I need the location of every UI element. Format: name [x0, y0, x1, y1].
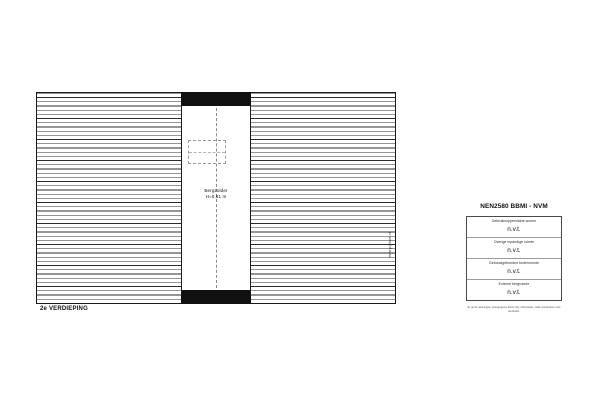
row-label: Externe bergruimte: [498, 282, 530, 286]
row-value: n.v.t.: [507, 289, 521, 296]
row-value: n.v.t.: [507, 268, 521, 275]
room-label-height: H=0,61 m: [205, 194, 227, 199]
room-label: [181, 188, 251, 200]
plan-title: 2e VERDIEPING: [40, 306, 88, 312]
nen2580-title: NEN2580 BBMI - NVM: [480, 203, 548, 210]
drawing-credit: www.pijlbart.nl: [388, 232, 392, 258]
roof-hatch-right: [251, 93, 395, 303]
row-value: n.v.t.: [507, 247, 521, 254]
table-row: [467, 259, 561, 280]
room-label-name: Bergzolder: [204, 188, 228, 193]
row-value: n.v.t.: [507, 226, 521, 233]
nen2580-panel: [466, 203, 562, 313]
floor-plan: [36, 92, 396, 304]
table-row: [467, 238, 561, 259]
wall-block-bottom: [181, 290, 251, 304]
wall-block-top: [181, 92, 251, 106]
row-label: Gebouwgebonden buitenruimte: [488, 261, 539, 265]
nen2580-footnote: Er op de tekeningen weergegeven kleine (bij- cirkonstate, zoals nustanbaum van aterfoutie.: [467, 306, 561, 313]
table-row: [467, 217, 561, 238]
table-row: [467, 280, 561, 300]
loft-hatch-outline: [188, 140, 226, 164]
row-label: Gebruiksoppervlakte wonen: [491, 219, 537, 223]
row-label: Overige inpandige ruimte: [493, 240, 535, 244]
nen2580-table: [466, 216, 562, 301]
roof-hatch-left: [37, 93, 181, 303]
